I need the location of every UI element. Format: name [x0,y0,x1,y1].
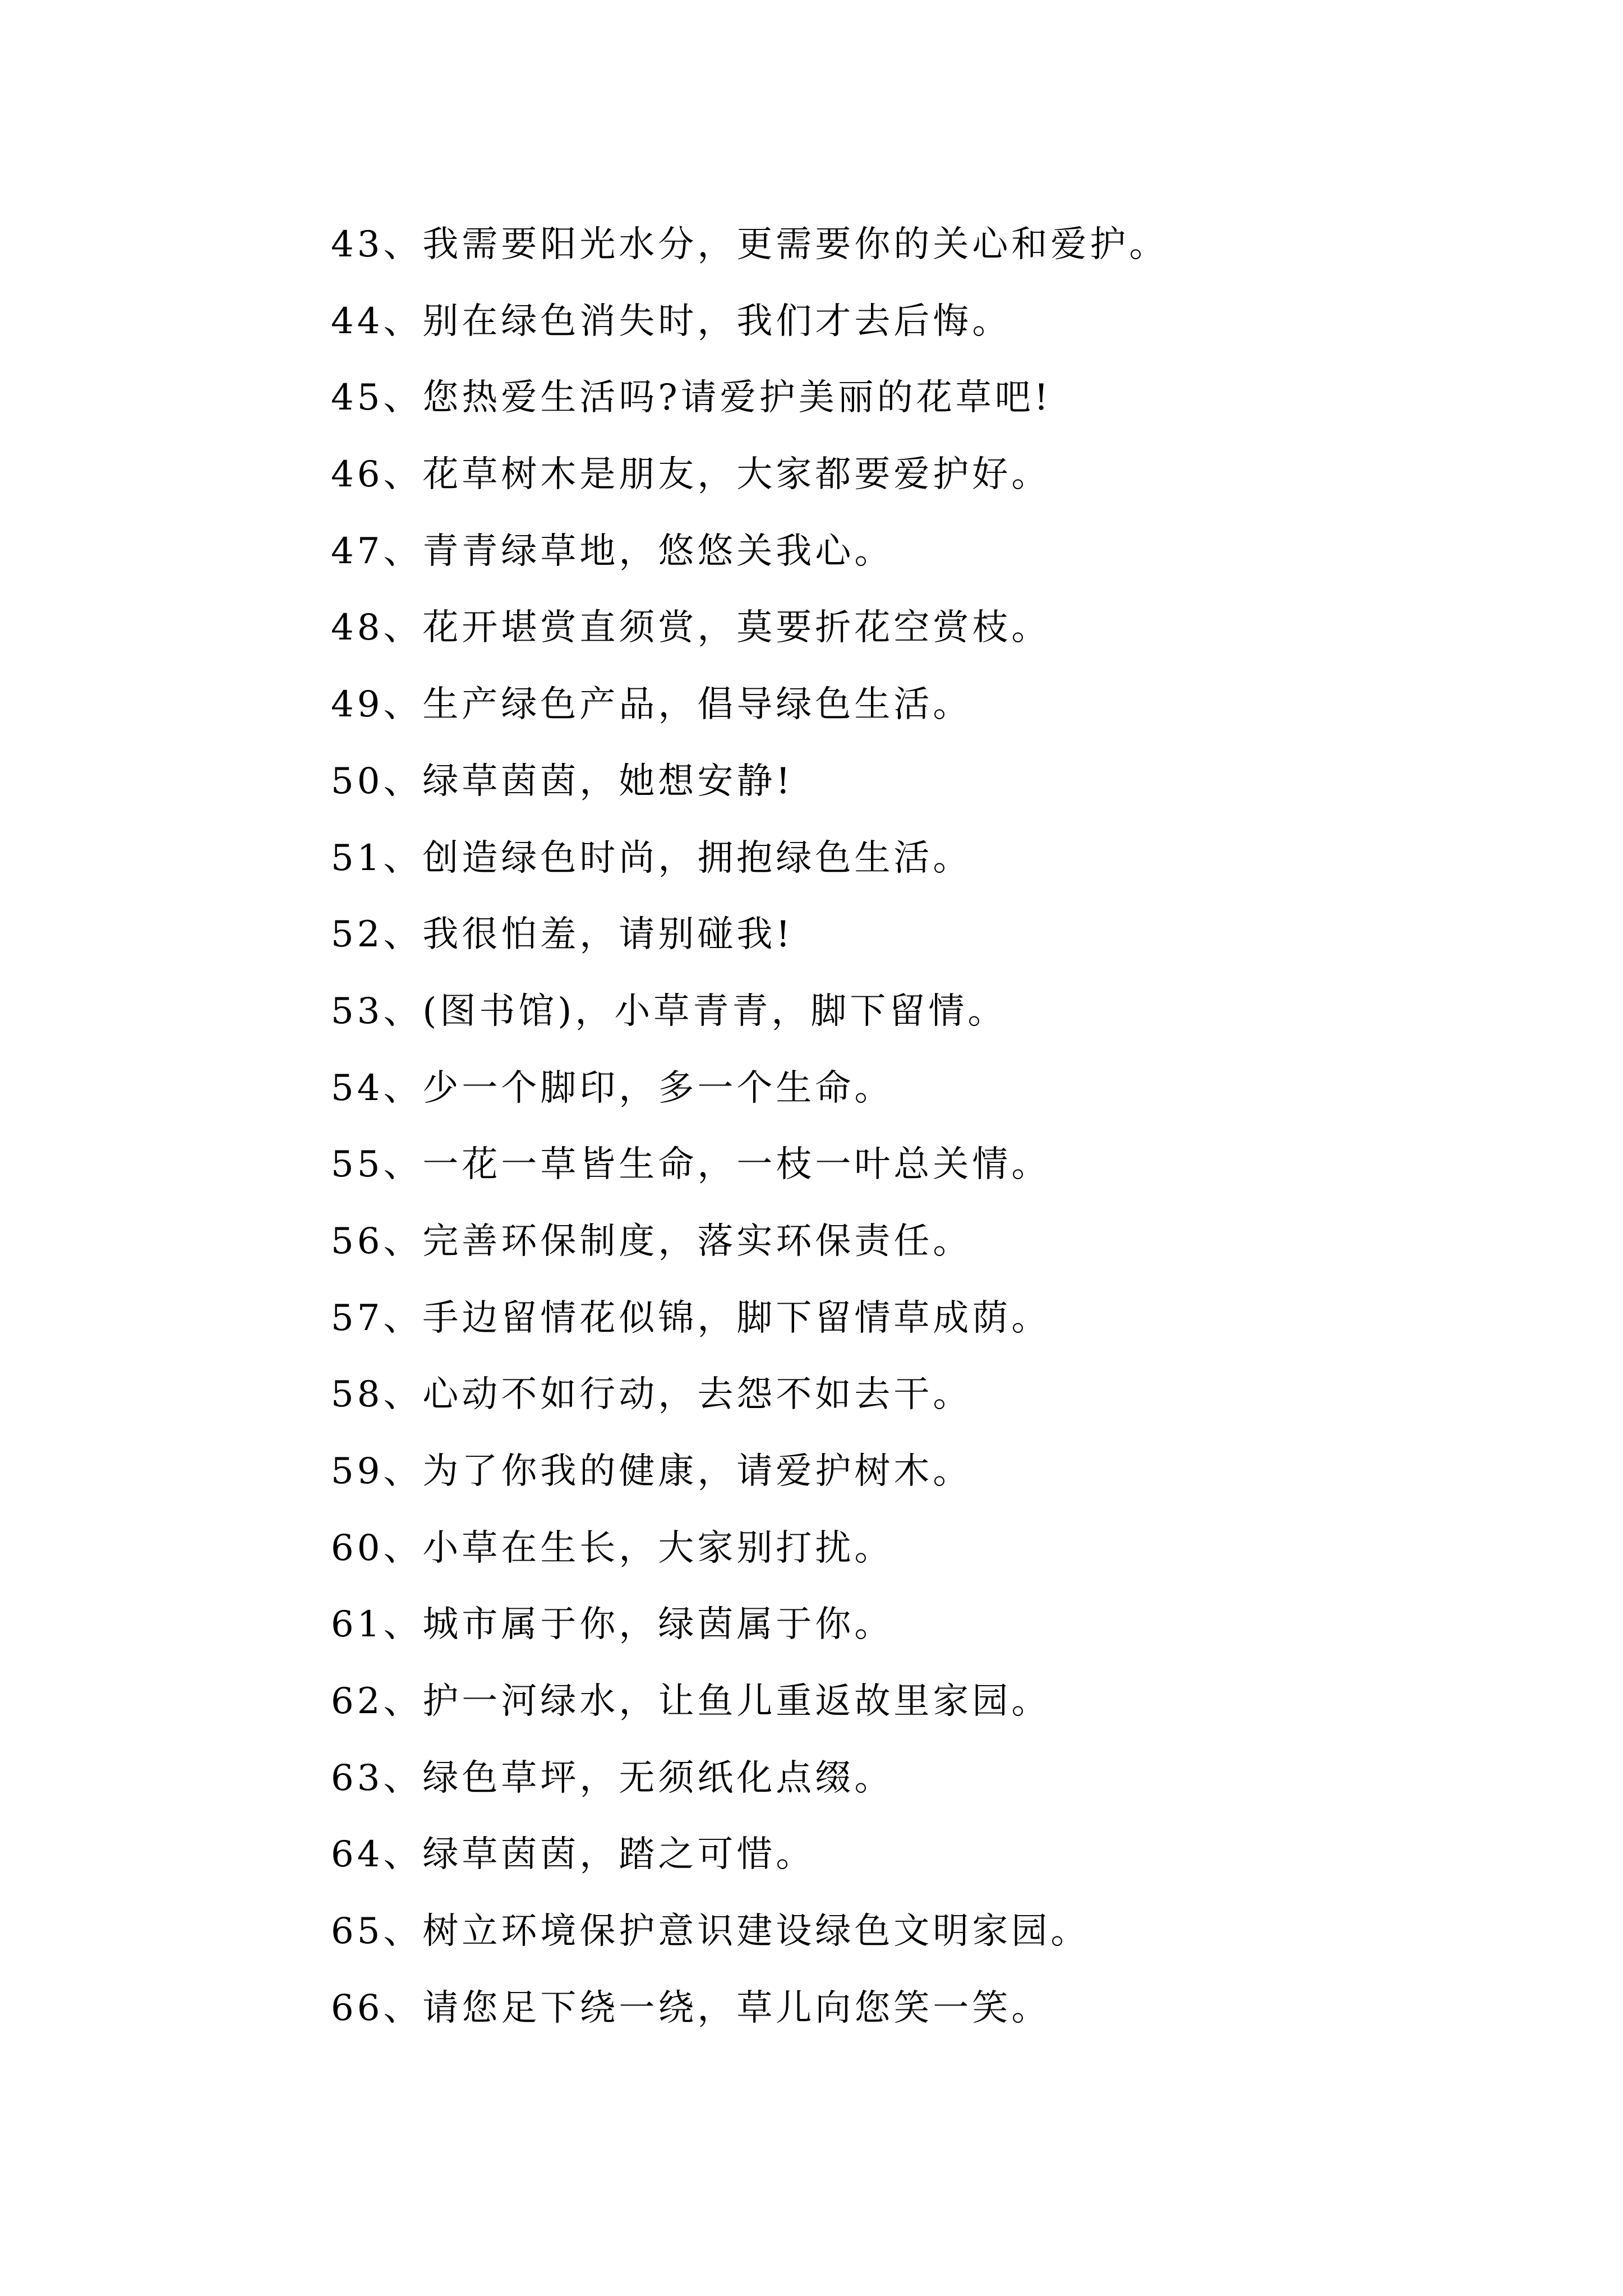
slogan-line-60: 60、小草在生长，大家别打扰。 [331,1527,894,1569]
slogan-line-56: 56、完善环保制度，落实环保责任。 [331,1220,972,1262]
slogan-line-66: 66、请您足下绕一绕，草儿向您笑一笑。 [331,1987,1051,2029]
slogan-list [331,206,1168,2047]
slogan-line-43: 43、我需要阳光水分，更需要你的关心和爱护。 [331,224,1169,265]
slogan-line-58: 58、心动不如行动，去怨不如去干。 [331,1374,972,1416]
slogan-line-61: 61、城市属于你，绿茵属于你。 [331,1604,894,1646]
slogan-line-47: 47、青青绿草地，悠悠关我心。 [331,530,894,572]
slogan-line-55: 55、一花一草皆生命，一枝一叶总关情。 [331,1144,1051,1186]
slogan-line-50: 50、绿草茵茵，她想安静! [331,760,794,802]
slogan-line-46: 46、花草树木是朋友，大家都要爱护好。 [331,454,1051,496]
slogan-line-59: 59、为了你我的健康，请爱护树木。 [331,1451,972,1492]
slogan-line-63: 63、绿色草坪，无须纸化点缀。 [331,1757,894,1799]
slogan-line-44: 44、别在绿色消失时，我们才去后悔。 [331,300,1012,342]
slogan-line-48: 48、花开堪赏直须赏，莫要折花空赏枝。 [331,607,1051,649]
slogan-line-51: 51、创造绿色时尚，拥抱绿色生活。 [331,837,972,879]
slogan-line-49: 49、生产绿色产品，倡导绿色生活。 [331,684,972,726]
slogan-line-65: 65、树立环境保护意识建设绿色文明家园。 [331,1911,1090,1953]
slogan-line-52: 52、我很怕羞，请别碰我! [331,914,794,956]
slogan-line-57: 57、手边留情花似锦，脚下留情草成荫。 [331,1297,1051,1339]
slogan-line-64: 64、绿草茵茵，踏之可惜。 [331,1834,815,1876]
slogan-line-62: 62、护一河绿水，让鱼儿重返故里家园。 [331,1681,1051,1723]
slogan-line-45: 45、您热爱生活吗?请爱护美丽的花草吧! [331,377,1052,419]
slogan-line-54: 54、少一个脚印，多一个生命。 [331,1067,894,1109]
slogan-line-53: 53、(图书馆)，小草青青，脚下留情。 [331,990,1007,1032]
